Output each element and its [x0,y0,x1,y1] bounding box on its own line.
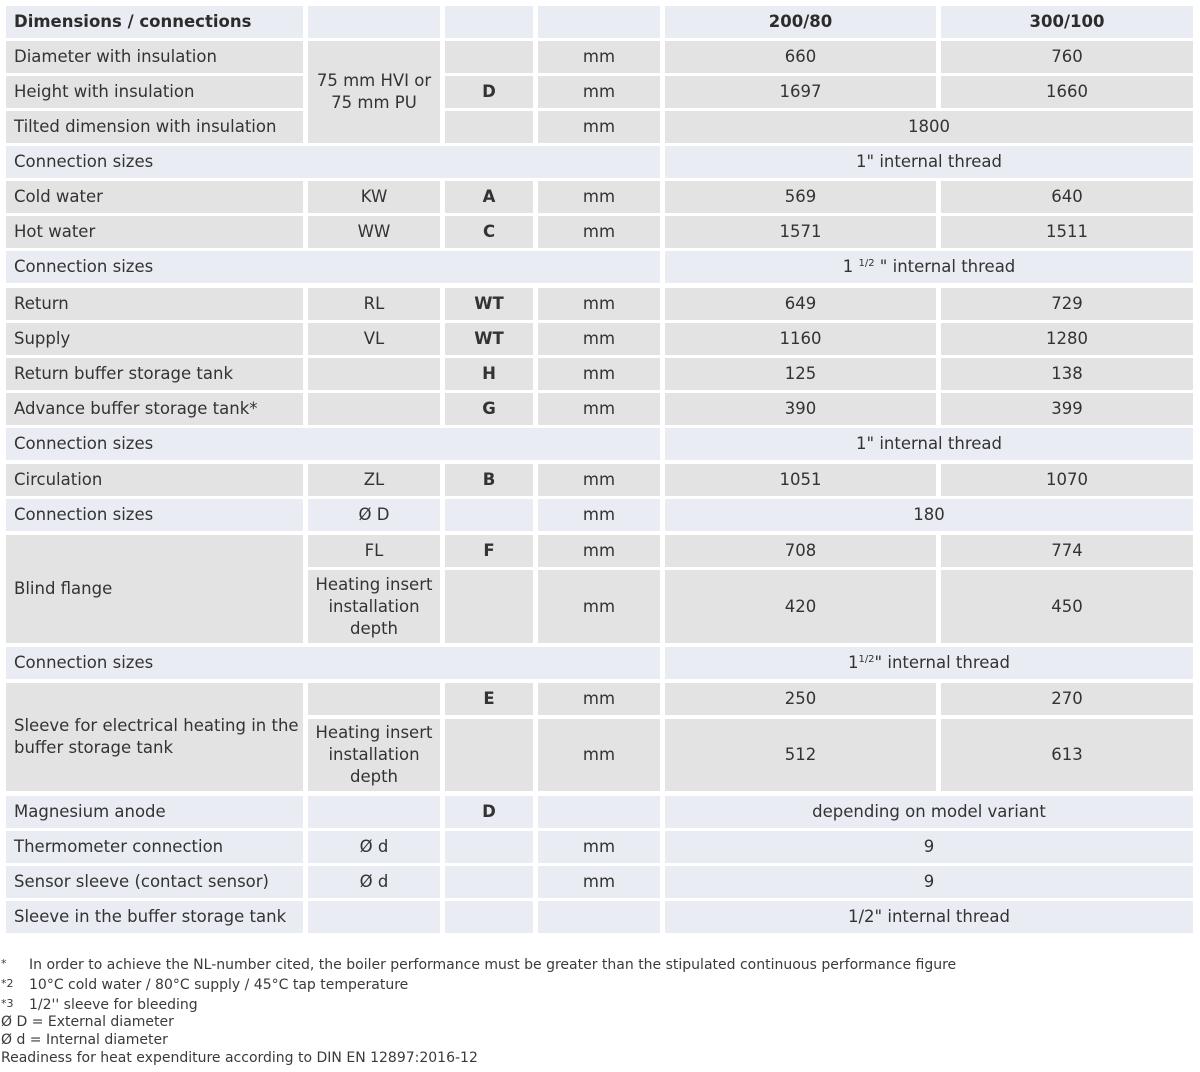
value-200-80: 1160 [665,323,936,355]
row-label-hot-water: Hot water [6,216,303,248]
value-300-100: 450 [941,570,1193,643]
unit-cell: mm [538,719,660,791]
thread-size-fraction: 1/2 [858,654,875,665]
code-cell: B [445,464,533,496]
footnote [1,975,1191,995]
header-empty-cell [538,6,660,38]
empty-cell [445,111,533,143]
row-label-connection-sizes: Connection sizes [6,428,660,460]
row-label-return: Return [6,288,303,320]
row-label-sleeve-buffer: Sleeve in the buffer storage tank [6,901,303,933]
value-200-80: 1697 [665,76,936,108]
row-label-tilted: Tilted dimension with insulation [6,111,303,143]
code-cell: F [445,535,533,567]
row-label-circulation: Circulation [6,464,303,496]
row-label-blind-flange: Blind flange [6,535,303,643]
value-merged [665,647,1193,679]
empty-cell [445,831,533,863]
thread-size-whole: 1 [847,653,859,672]
value-200-80: 125 [665,358,936,390]
empty-cell [308,393,440,425]
empty-cell [445,866,533,898]
unit-cell: mm [538,358,660,390]
row-label-cold-water: Cold water [6,181,303,213]
unit-cell: mm [538,464,660,496]
value-300-100: 729 [941,288,1193,320]
row-label-height: Height with insulation [6,76,303,108]
code-cell: E [445,683,533,715]
footnote [1,995,1191,1015]
insulation-note: 75 mm HVI or 75 mm PU [308,41,440,143]
row-label-connection-sizes: Connection sizes [6,251,660,283]
thread-size-text: " internal thread [874,257,1016,276]
code-cell: D [445,76,533,108]
empty-cell [445,901,533,933]
header-model-200-80: 200/80 [665,6,936,38]
value-merged: 1" internal thread [665,146,1193,178]
empty-cell [445,570,533,643]
empty-cell [445,499,533,531]
unit-cell: mm [538,288,660,320]
value-200-80: 569 [665,181,936,213]
footnote-external-diameter: Ø D = External diameter [1,1014,174,1031]
code-cell: WT [445,288,533,320]
footnote-text: In order to achieve the NL-number cited, the boiler performance must be greater than the stipulated continuous performance figure [29,957,957,973]
empty-cell [445,719,533,791]
abbr-cell: Ø d [308,831,440,863]
unit-cell: mm [538,323,660,355]
abbr-cell: KW [308,181,440,213]
thread-size-text: " internal thread [874,653,1011,672]
value-200-80: 512 [665,719,936,791]
unit-cell: mm [538,866,660,898]
footnote-mark: *3 [1,996,14,1010]
empty-cell [538,901,660,933]
row-label-return-buffer: Return buffer storage tank [6,358,303,390]
value-200-80: 649 [665,288,936,320]
row-label-connection-sizes: Connection sizes [6,647,660,679]
footnote-text: 1/2'' sleeve for bleeding [29,996,198,1013]
value-merged: 9 [665,866,1193,898]
unit-cell: mm [538,76,660,108]
value-merged: 180 [665,499,1193,531]
abbr-cell: RL [308,288,440,320]
code-cell: WT [445,323,533,355]
thread-size-whole: 1 [842,257,854,276]
value-300-100: 774 [941,535,1193,567]
value-300-100: 613 [941,719,1193,791]
unit-cell: mm [538,535,660,567]
value-300-100: 138 [941,358,1193,390]
unit-cell: mm [538,499,660,531]
empty-cell [308,358,440,390]
value-300-100: 399 [941,393,1193,425]
row-label-magnesium-anode: Magnesium anode [6,796,303,828]
heating-insert-depth-label: Heating insert installation depth [308,570,440,643]
unit-cell: mm [538,393,660,425]
abbr-cell: VL [308,323,440,355]
value-200-80: 390 [665,393,936,425]
footnote-readiness: Readiness for heat expenditure according to DIN EN 12897:2016-12 [1,1049,478,1066]
value-merged [665,251,1193,283]
row-label-connection-sizes: Connection sizes [6,146,660,178]
value-300-100: 1511 [941,216,1193,248]
unit-cell: mm [538,181,660,213]
footnote-text: 10°C cold water / 80°C supply / 45°C tap temperature [29,976,409,993]
header-label: Dimensions / connections [6,6,303,38]
code-cell: D [445,796,533,828]
value-300-100: 270 [941,683,1193,715]
empty-cell [308,796,440,828]
abbr-cell: WW [308,216,440,248]
row-label-connection-sizes: Connection sizes [6,499,303,531]
code-cell: C [445,216,533,248]
row-label-sleeve-electrical-heating: Sleeve for electrical heating in the buffer storage tank [6,683,303,791]
header-empty-cell [308,6,440,38]
row-label-supply: Supply [6,323,303,355]
heating-insert-depth-label: Heating insert installation depth [308,719,440,791]
value-200-80: 420 [665,570,936,643]
value-merged: 1800 [665,111,1193,143]
footnote [1,955,1191,975]
value-200-80: 1571 [665,216,936,248]
abbr-cell: FL [308,535,440,567]
unit-cell: mm [538,570,660,643]
unit-cell: mm [538,831,660,863]
footnote-mark: * [1,957,7,970]
value-300-100: 760 [941,41,1193,73]
abbr-cell: Ø d [308,866,440,898]
value-300-100: 1070 [941,464,1193,496]
code-cell: H [445,358,533,390]
footnote-mark: *2 [1,976,14,990]
code-cell: A [445,181,533,213]
value-200-80: 660 [665,41,936,73]
header-model-300-100: 300/100 [941,6,1193,38]
value-300-100: 1280 [941,323,1193,355]
value-200-80: 708 [665,535,936,567]
value-300-100: 1660 [941,76,1193,108]
value-merged: 1/2" internal thread [665,901,1193,933]
abbr-cell: Ø D [308,499,440,531]
footnotes [1,955,1191,1068]
empty-cell [308,901,440,933]
value-300-100: 640 [941,181,1193,213]
row-label-thermometer: Thermometer connection [6,831,303,863]
code-cell: G [445,393,533,425]
empty-cell [445,41,533,73]
row-label-sensor-sleeve: Sensor sleeve (contact sensor) [6,866,303,898]
abbr-cell: ZL [308,464,440,496]
unit-cell: mm [538,216,660,248]
row-label-advance-buffer: Advance buffer storage tank* [6,393,303,425]
value-200-80: 250 [665,683,936,715]
footnote-internal-diameter: Ø d = Internal diameter [1,1032,168,1049]
unit-cell: mm [538,683,660,715]
unit-cell: mm [538,111,660,143]
unit-cell: mm [538,41,660,73]
value-merged: depending on model variant [665,796,1193,828]
empty-cell [538,796,660,828]
header-empty-cell [445,6,533,38]
value-merged: 1" internal thread [665,428,1193,460]
empty-cell [308,683,440,715]
value-200-80: 1051 [665,464,936,496]
value-merged: 9 [665,831,1193,863]
row-label-diameter: Diameter with insulation [6,41,303,73]
thread-size-fraction: 1/2 [858,258,875,269]
